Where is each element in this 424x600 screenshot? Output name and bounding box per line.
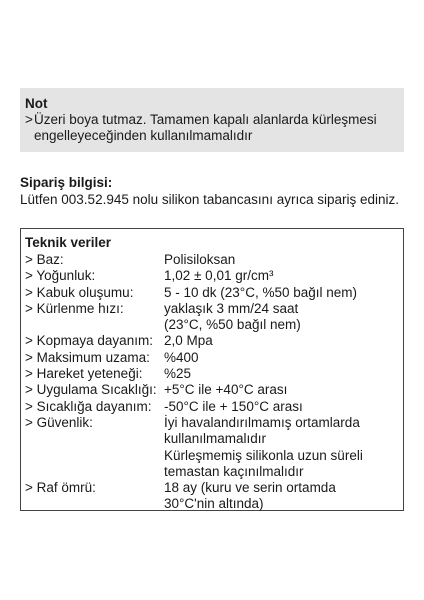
technical-data-value-line: %25 xyxy=(164,366,192,382)
technical-data-value-line: 2,0 Mpa xyxy=(164,333,213,349)
technical-data-value xyxy=(164,333,403,349)
technical-data-row xyxy=(25,301,403,334)
technical-data-box xyxy=(20,228,404,511)
order-title: Sipariş bilgisi: xyxy=(20,175,113,190)
technical-data-value-line: temastan kaçınılmalıdır xyxy=(164,463,304,479)
technical-data-value-line: (23°C, %50 bağıl nem) xyxy=(164,317,301,333)
technical-data-row xyxy=(25,399,403,415)
technical-data-value-line: +5°C ile +40°C arası xyxy=(164,382,288,398)
note-text-1: Üzeri boya tutmaz. Tamamen kapalı alanlarda kürleşmesi xyxy=(34,112,377,127)
technical-data-label: > Kürlenme hızı: xyxy=(25,300,124,316)
order-info xyxy=(20,174,410,208)
note-text-2: engelleyeceğinden kullanılmamalıdır xyxy=(34,128,253,143)
technical-data-value xyxy=(164,415,403,480)
note-line-1 xyxy=(25,112,398,128)
technical-data-value xyxy=(164,268,403,284)
technical-data-value xyxy=(164,382,403,398)
technical-data-value xyxy=(164,366,403,382)
technical-data-row xyxy=(25,333,403,349)
technical-data-row xyxy=(25,415,403,480)
technical-data-label: > Kabuk oluşumu: xyxy=(25,284,134,300)
technical-data-label: > Raf ömrü: xyxy=(25,480,96,496)
technical-data-value-line: -50°C ile + 150°C arası xyxy=(164,398,303,414)
technical-data-value-line: 5 - 10 dk (23°C, %50 bağıl nem) xyxy=(164,284,357,300)
technical-data-value-line: Kürleşmemiş silikonla uzun süreli xyxy=(164,447,363,463)
order-text: Lütfen 003.52.945 nolu silikon tabancasını ayrıca sipariş ediniz. xyxy=(20,192,399,207)
technical-data-value-line: Polisiloksan xyxy=(164,252,236,267)
technical-data-row xyxy=(25,252,403,268)
technical-data-row xyxy=(25,285,403,301)
technical-data-value xyxy=(164,301,403,334)
technical-data-value xyxy=(164,399,403,415)
technical-data-label: > Maksimum uzama: xyxy=(25,349,150,365)
technical-data-value-line: 1,02 ± 0,01 gr/cm³ xyxy=(164,268,274,284)
technical-data-value-line: yaklaşık 3 mm/24 saat xyxy=(164,300,299,316)
technical-data-row xyxy=(25,350,403,366)
technical-data-row xyxy=(25,366,403,382)
note-line-2 xyxy=(25,128,398,144)
technical-data-title: Teknik veriler xyxy=(25,235,112,250)
technical-data-value xyxy=(164,252,403,268)
technical-data-value-line: kullanılmamalıdır xyxy=(164,431,267,447)
technical-data-row xyxy=(25,268,403,284)
technical-data-label: > Yoğunluk: xyxy=(25,268,96,284)
technical-data-label: > Baz: xyxy=(25,252,64,267)
technical-data-value xyxy=(164,285,403,301)
technical-data-value xyxy=(164,480,403,513)
technical-data-value xyxy=(164,350,403,366)
technical-data-label: > Hareket yeteneği: xyxy=(25,366,143,382)
technical-data-label: > Sıcaklığa dayanım: xyxy=(25,398,152,414)
technical-data-row xyxy=(25,382,403,398)
technical-data-rows xyxy=(25,252,403,513)
note-marker: > xyxy=(25,112,33,127)
technical-data-label: > Kopmaya dayanım: xyxy=(25,333,153,349)
technical-data-label: > Uygulama Sıcaklığı: xyxy=(25,382,157,398)
technical-data-value-line: 18 ay (kuru ve serin ortamda xyxy=(164,480,336,496)
technical-data-value-line: İyi havalandırılmamış ortamlarda xyxy=(164,414,360,430)
technical-data-value-line: %400 xyxy=(164,349,199,365)
note-title: Not xyxy=(25,96,48,111)
technical-data-value-line: 30°C'nin altında) xyxy=(164,496,264,512)
technical-data-row xyxy=(25,480,403,513)
note-box xyxy=(20,88,404,152)
technical-data-label: > Güvenlik: xyxy=(25,414,93,430)
